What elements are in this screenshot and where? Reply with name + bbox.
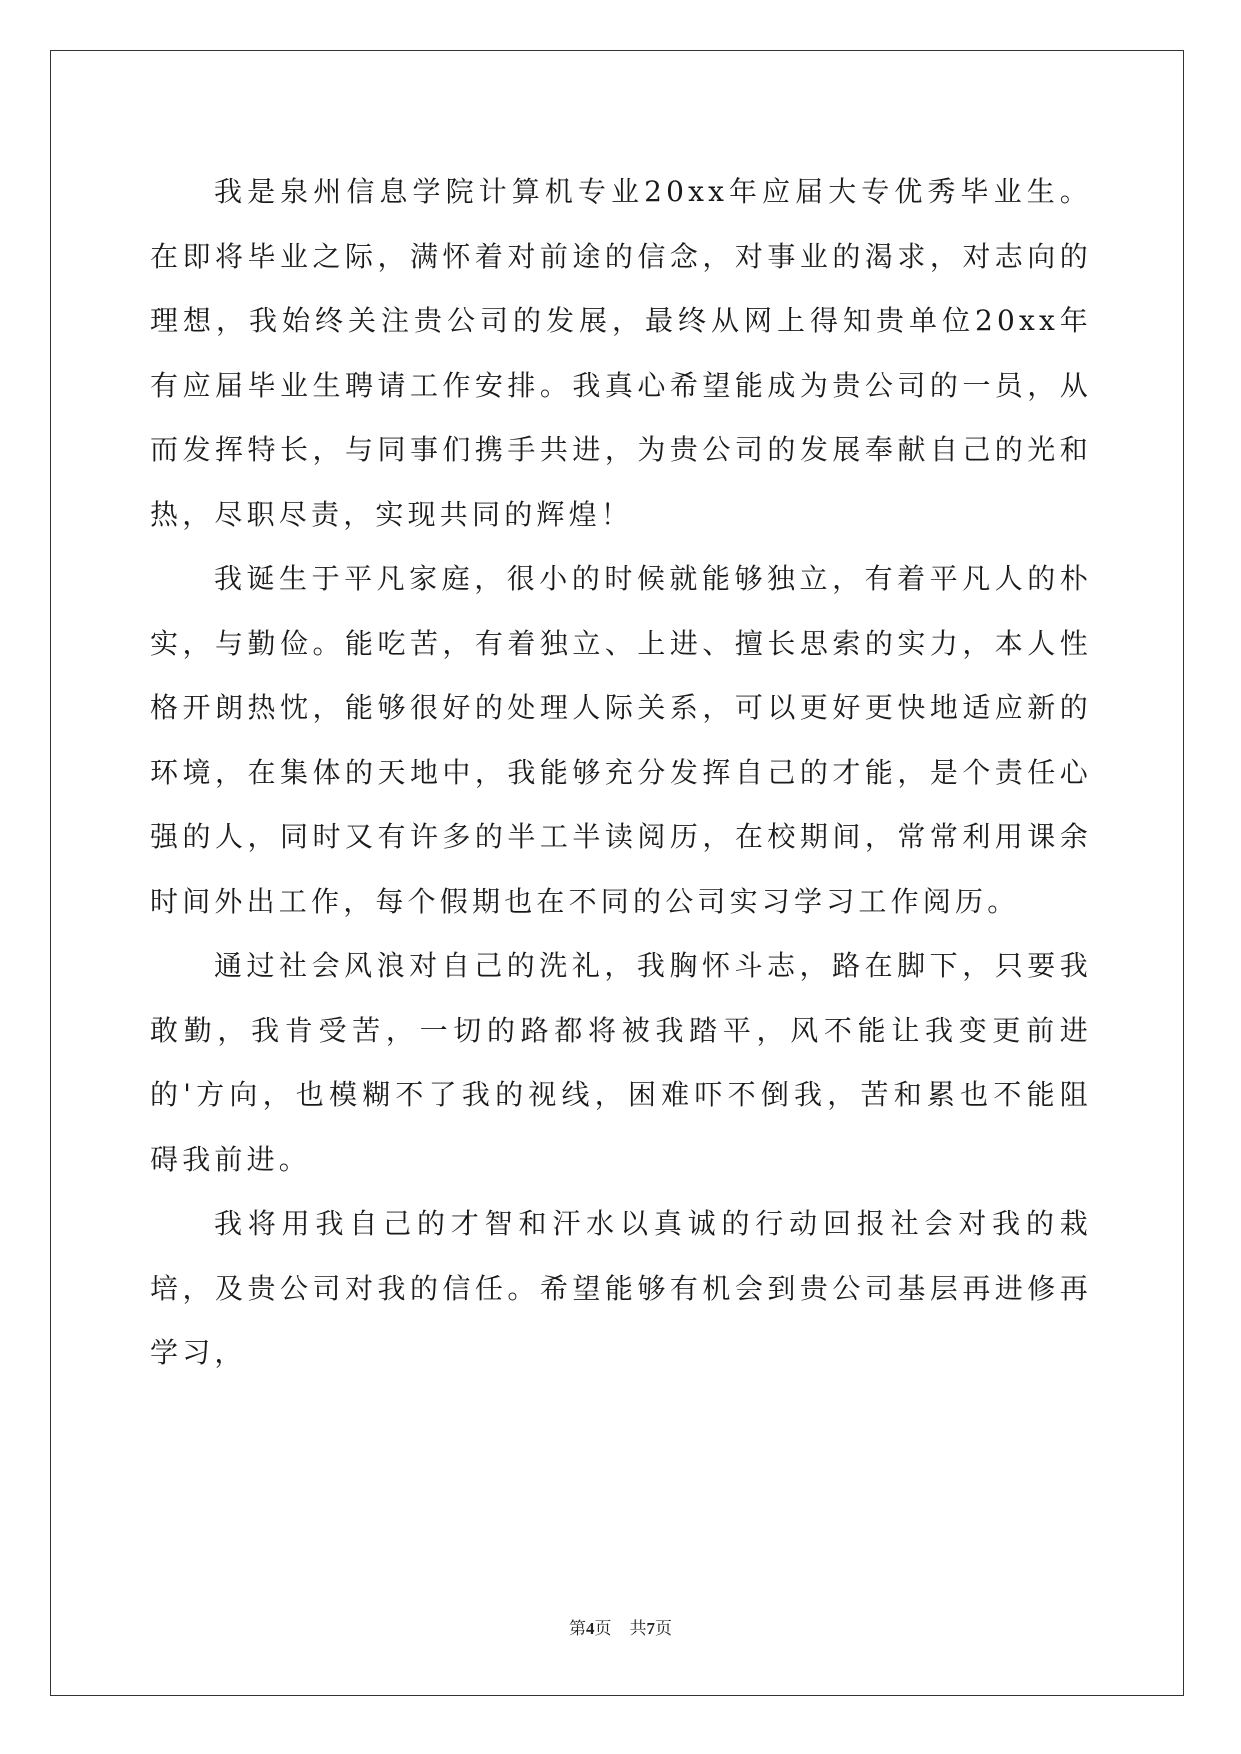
letter-body (150, 160, 1092, 1386)
page-prefix: 第 (569, 1619, 586, 1638)
page-suffix: 页 (594, 1619, 612, 1638)
total-pages-number: 7 (646, 1619, 655, 1638)
paragraph-closing: 我将用我自己的才智和汗水以真诚的行动回报社会对我的栽培，及贵公司对我的信任。希望能够有机会到贵公司基层再进修再学习， (150, 1207, 1092, 1369)
paragraph-background: 我诞生于平凡家庭，很小的时候就能够独立，有着平凡人的朴实，与勤俭。能吃苦，有着独立、上进、擅长思索的实力，本人性格开朗热忱，能够很好的处理人际关系，可以更好更快地适应新的环境，在集体的天地中，我能够充分发挥自己的才能，是个责任心强的人，同时又有许多的半工半读阅历，在校期间，常常利用课余时间外出工作，每个假期也在不同的公司实习学习工作阅历。 (150, 562, 1092, 918)
paragraph-determination: 通过社会风浪对自己的洗礼，我胸怀斗志，路在脚下，只要我敢勤，我肯受苦，一切的路都将被我踏平，风不能让我变更前进的'方向，也模糊不了我的视线，困难吓不倒我，苦和累也不能阻碍我前进。 (150, 949, 1092, 1176)
paragraph-intro: 我是泉州信息学院计算机专业20xx年应届大专优秀毕业生。在即将毕业之际，满怀着对前途的信念，对事业的渴求，对志向的理想，我始终关注贵公司的发展，最终从网上得知贵单位20xx年有应届毕业生聘请工作安排。我真心希望能成为贵公司的一员，从而发挥特长，与同事们携手共进，为贵公司的发展奉献自己的光和热，尽职尽责，实现共同的辉煌！ (150, 175, 1092, 531)
current-page-number: 4 (586, 1619, 595, 1638)
total-prefix: 共 (629, 1619, 647, 1638)
page-footer (0, 1617, 1241, 1641)
total-suffix: 页 (655, 1619, 672, 1638)
